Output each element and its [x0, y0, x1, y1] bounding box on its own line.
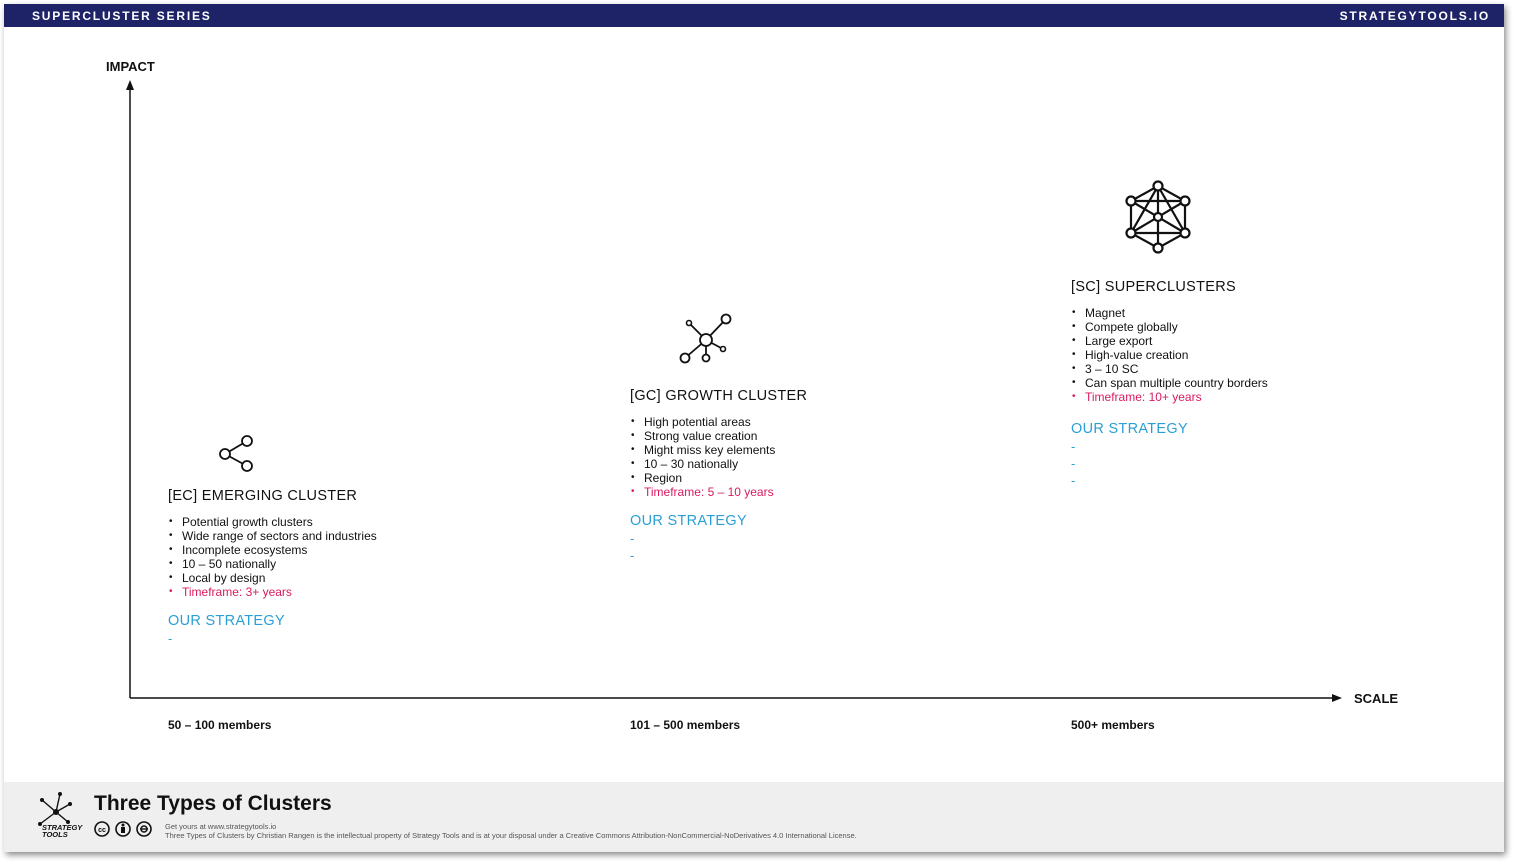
footer — [4, 782, 1504, 852]
bullet-item: • Large export — [1071, 334, 1268, 348]
bullet-item: • Might miss key elements — [630, 443, 775, 457]
bullet-item: • Incomplete ecosystems — [168, 543, 377, 557]
scale-label-sc: 500+ members — [1071, 718, 1155, 732]
network-hub-icon — [676, 310, 736, 368]
license-text: Three Types of Clusters by Christian Rangen is the intellectual property of Strategy Tools and is at your disposal under a Creative Commons Attribution-NonCommercial-NoDerivatives 4.0 International License. — [165, 831, 857, 840]
logo-text: STRATEGY TOOLS — [42, 823, 83, 839]
hexagon-mesh-icon — [1121, 178, 1195, 256]
strategy-item[interactable]: - — [630, 548, 635, 563]
strategy-item[interactable]: - — [1071, 456, 1076, 471]
bullet-item: • High potential areas — [630, 415, 775, 429]
creative-commons-icon — [94, 820, 156, 838]
y-axis-label: IMPACT — [106, 59, 155, 74]
timeframe-item: • Timeframe: 10+ years — [1071, 390, 1268, 404]
bullet-item: • Magnet — [1071, 306, 1268, 320]
strategy-label: OUR STRATEGY — [1071, 421, 1188, 437]
bullet-item: • Wide range of sectors and industries — [168, 529, 377, 543]
timeframe-item: • Timeframe: 5 – 10 years — [630, 485, 775, 499]
page-title: Three Types of Clusters — [94, 792, 332, 815]
bullet-item: • Local by design — [168, 571, 377, 585]
strategy-item[interactable]: - — [630, 531, 635, 546]
x-axis-arrow — [1332, 694, 1342, 702]
bullet-item: • Strong value creation — [630, 429, 775, 443]
timeframe-item: • Timeframe: 3+ years — [168, 585, 377, 599]
brand-label[interactable]: STRATEGYTOOLS.IO — [1339, 9, 1490, 23]
scale-label-ec: 50 – 100 members — [168, 718, 272, 732]
svg-text:cc: cc — [98, 827, 106, 834]
x-axis-label: SCALE — [1354, 691, 1399, 706]
canvas — [4, 4, 1504, 852]
y-axis-arrow — [126, 80, 134, 90]
cluster-bullets — [630, 415, 775, 499]
strategy-label: OUR STRATEGY — [168, 613, 285, 629]
cluster-title: [EC] EMERGING CLUSTER — [168, 488, 358, 504]
bullet-item: • High-value creation — [1071, 348, 1268, 362]
bullet-item: • 10 – 50 nationally — [168, 557, 377, 571]
strategy-item[interactable]: - — [1071, 439, 1076, 454]
strategy-item[interactable]: - — [168, 631, 173, 646]
scale-label-gc: 101 – 500 members — [630, 718, 741, 732]
cluster-bullets — [1071, 306, 1268, 404]
get-yours-link[interactable]: Get yours at www.strategytools.io — [165, 822, 277, 831]
bullet-item: • 3 – 10 SC — [1071, 362, 1268, 376]
bullet-item: • Region — [630, 471, 775, 485]
cluster-title: [SC] SUPERCLUSTERS — [1071, 279, 1236, 295]
series-label: SUPERCLUSTER SERIES — [32, 9, 212, 23]
cluster-bullets — [168, 515, 377, 599]
strategy-item[interactable]: - — [1071, 473, 1076, 488]
bullet-item: • Can span multiple country borders — [1071, 376, 1268, 390]
cluster-title: [GC] GROWTH CLUSTER — [630, 388, 808, 404]
share-icon — [216, 432, 256, 474]
bullet-item: • Compete globally — [1071, 320, 1268, 334]
bullet-item: • 10 – 30 nationally — [630, 457, 775, 471]
strategy-label: OUR STRATEGY — [630, 513, 747, 529]
bullet-item: • Potential growth clusters — [168, 515, 377, 529]
